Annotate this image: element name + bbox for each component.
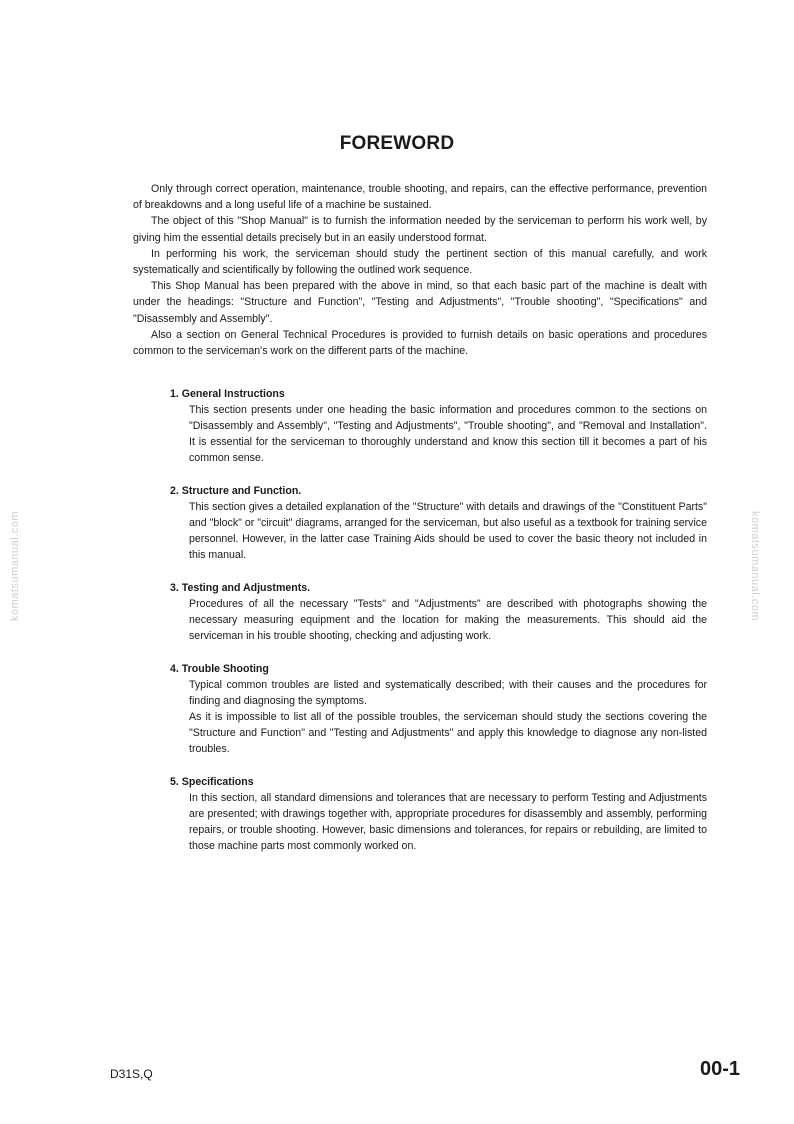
section-body xyxy=(170,499,707,563)
footer-model: D31S,Q xyxy=(110,1067,153,1081)
intro-paragraph: This Shop Manual has been prepared with the above in mind, so that each basic part of the machine is dealt with under the headings: "Structure and Function", "Testing and Adjustments", "Trouble shooting", "Specifications" and "Disassembly and Assembly". xyxy=(133,280,707,325)
section-heading: 3. Testing and Adjustments. xyxy=(170,582,311,594)
section-general-instructions xyxy=(170,386,707,466)
section-body xyxy=(170,790,707,854)
intro-paragraph: Also a section on General Technical Procedures is provided to furnish details on basic operations and procedures common to the serviceman's work on the different parts of the machine. xyxy=(133,328,707,358)
intro-paragraph: Only through correct operation, maintenance, trouble shooting, and repairs, can the effective performance, prevention of breakdowns and a long useful life of a machine be sustained. xyxy=(133,183,707,212)
section-heading: 4. Trouble Shooting xyxy=(170,663,269,675)
section-paragraph: As it is impossible to list all of the possible troubles, the serviceman should study the sections covering the "Structure and Function" and "Testing and Adjustments" and apply this knowledge to diagnose any non-listed troubles. xyxy=(189,711,707,755)
footer-page-number: 00-1 xyxy=(700,1058,741,1080)
watermark-left: komatsumanual.com xyxy=(9,511,21,621)
page-title: FOREWORD xyxy=(339,133,455,154)
section-body xyxy=(170,402,707,466)
section-list xyxy=(170,386,707,871)
watermark-right: komatsumanual.com xyxy=(749,511,761,621)
section-paragraph: Typical common troubles are listed and systematically described; with their causes and the procedures for finding and diagnosing the symptoms. xyxy=(189,679,707,707)
section-body xyxy=(170,677,707,757)
section-paragraph: This section presents under one heading the basic information and procedures common to the sections on "Disassembly and Assembly", "Testing and Adjustments", "Trouble shooting", and "Removal and Installation". It is essential for the serviceman to thoroughly understand and know this section till it becomes a part of his common sense. xyxy=(189,404,707,464)
section-heading: 2. Structure and Function. xyxy=(170,485,302,497)
intro-paragraph: The object of this "Shop Manual" is to furnish the information needed by the serviceman to perform his work well, by giving him the essential details precisely but in an easily understood format. xyxy=(133,215,707,244)
section-heading: 1. General Instructions xyxy=(170,388,285,400)
section-testing-adjustments xyxy=(170,580,707,644)
section-paragraph: Procedures of all the necessary "Tests" and "Adjustments" are described with photographs showing the necessary measuring equipment and the location for making the measurements. This should aid the serviceman in his trouble shooting, checking and adjusting work. xyxy=(189,598,707,642)
section-heading: 5. Specifications xyxy=(170,776,254,788)
section-body xyxy=(170,596,707,644)
intro-text xyxy=(133,181,707,359)
section-trouble-shooting xyxy=(170,661,707,757)
section-specifications xyxy=(170,774,707,854)
section-structure-function xyxy=(170,483,707,563)
section-paragraph: This section gives a detailed explanation of the "Structure" with details and drawings of the "Constituent Parts" and "block" or "circuit" diagrams, arranged for the serviceman, but also useful as a textbook for training service personnel. However, in the latter case Training Aids should be used to cover the basic theory not included in this manual. xyxy=(189,501,707,561)
intro-paragraph: In performing his work, the serviceman should study the pertinent section of this manual carefully, and work systematically and scientifically by following the outlined work sequence. xyxy=(133,247,707,277)
section-paragraph: In this section, all standard dimensions and tolerances that are necessary to perform Testing and Adjustments are presented; with drawings together with, appropriate procedures for disassembly and assembly, performing repairs, or trouble shooting. However, basic dimensions and tolerances, for repairs or rebuilding, are limited to those machine parts most commonly worked on. xyxy=(189,792,707,852)
